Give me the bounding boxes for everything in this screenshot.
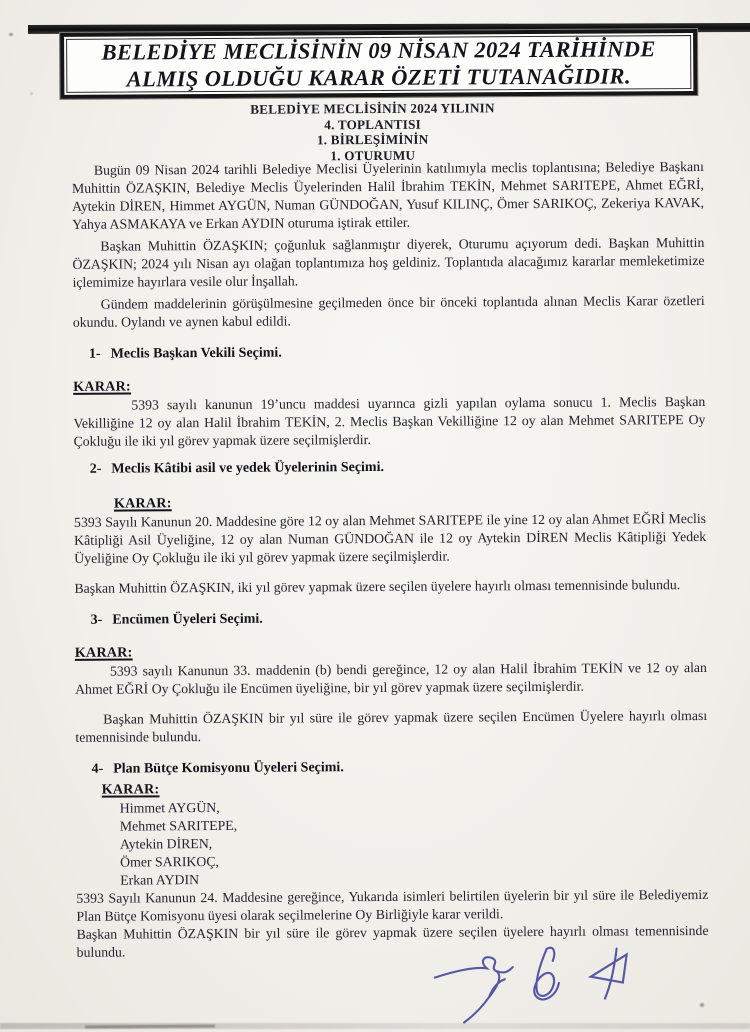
document-body	[72, 158, 709, 962]
intro-paragraph-attendance: Bugün 09 Nisan 2024 tarihli Belediye Meclisi Üyelerinin katılımıyla meclis toplantısına; Belediye Başkanı Muhittin ÖZAŞKIN, Belediye Meclis Üyelerinden Halil İbrahim TEKİN, Mehmet SARITEPE, Ahmet EĞRİ, Aytekin DİREN, Himmet AYGÜN, Numan GÜNDOĞAN, Yusuf KILINÇ, Ömer SARIKOÇ, Zekeriya KAVAK, Yahya ASMAKAYA ve Erkan AYDIN oturuma iştirak ettiler.	[71, 158, 705, 232]
section-4-number: 4-	[91, 761, 104, 777]
section-3-heading	[75, 608, 707, 630]
section-2-note: Başkan Muhittin ÖZAŞKIN, iki yıl görev yapmak üzere seçilen üyelere hayırlı olması temennisinde bulundu.	[74, 577, 681, 596]
handwritten-signatures	[431, 940, 647, 1026]
section-1-karar-body: 5393 sayılı kanunun 19’uncu maddesi uyarınca gizli yapılan oylama sonucu 1. Meclis Başkan Vekilliğine 12 oy alan Halil İbrahim TEKİN, 2. Meclis Başkan Vekilliğine 12 oy alan Mehmet SARITEPE Oy Çokluğu ile iki yıl görev yapmak üzere seçilmişlerdir.	[73, 393, 706, 449]
section-3-number: 3-	[90, 612, 103, 628]
section-2-karar-label: KARAR:	[113, 496, 172, 512]
section-4-title: Plan Bütçe Komisyonu Üyeleri Seçimi.	[113, 760, 344, 777]
section-1-title: Meclis Başkan Vekili Seçimi.	[110, 345, 282, 362]
section-1-heading	[73, 342, 705, 364]
section-3-title: Encümen Üyeleri Seçimi.	[112, 611, 263, 628]
member-list-item: Erkan AYDIN	[120, 872, 200, 888]
section-4-heading	[75, 757, 707, 779]
subtitle-line-session: 4. TOPLANTISI	[324, 116, 421, 132]
member-list-item: Ömer SARIKOÇ,	[120, 853, 220, 870]
member-list-item: Aytekin DİREN,	[119, 836, 213, 852]
member-list-item: Mehmet SARITEPE,	[119, 817, 238, 834]
intro-paragraph-previous-minutes: Gündem maddelerinin görüşülmesine geçilmeden önce bir önceki toplantıda alınan Meclis Karar özetleri okundu. Oylandı ve aynen kabul edildi.	[72, 292, 705, 330]
section-2-heading	[74, 457, 706, 479]
document-title-box-inner	[66, 35, 691, 93]
section-1-number: 1-	[88, 346, 101, 362]
document-title-line1: BELEDİYE MECLİSİNİN 09 NİSAN 2024 TARİHİNDE	[101, 36, 656, 65]
section-2-title: Meclis Kâtibi asil ve yedek Üyelerinin Seçimi.	[111, 459, 384, 477]
section-2-number: 2-	[89, 461, 102, 477]
section-3-karar-label: KARAR:	[74, 645, 133, 661]
meeting-subtitle-block	[0, 99, 748, 166]
section-4-note: Başkan Muhittin ÖZAŞKIN bir yıl süre ile görev yapmak üzere seçilen üyelere hayırlı olması temennisinde bulundu.	[76, 922, 709, 960]
section-4-member-list	[76, 796, 709, 890]
subtitle-line-assembly: 1. BİRLEŞİMİNİN	[316, 131, 429, 148]
section-3-note: Başkan Muhittin ÖZAŞKIN bir yıl süre ile görev yapmak üzere seçilen Encümen Üyelere hayırlı olması temennisinde bulundu.	[75, 707, 708, 745]
section-4-karar-label: KARAR:	[101, 782, 160, 798]
intro-paragraph-opening: Başkan Muhittin ÖZAŞKIN; çoğunluk sağlanmıştır diyerek, Oturumu açıyorum dedi. Başkan Muhittin ÖZAŞKIN; 2024 yılı Nisan ayı olağan toplantımıza hoş geldiniz. Toplantıda alacağımız kararlar memleketimize içlemimize hayırlara vesile olur İnşallah.	[72, 234, 705, 290]
document-title-box	[60, 29, 697, 99]
section-3-karar-body: 5393 sayılı Kanunun 33. maddenin (b) bendi gereğince, 12 oy alan Halil İbrahim TEKİN ve 12 oy alan Ahmet EĞRİ Oy Çokluğu ile Encümen üyeliğine, bir yıl görev yapmak üzere seçilmişlerdir.	[75, 659, 707, 697]
subtitle-line-council-year: BELEDİYE MECLİSİNİN 2024 YILININ	[250, 100, 495, 117]
subtitle-line-sitting: 1. OTURUMU	[330, 147, 416, 163]
section-4-karar-body: 5393 Sayılı Kanunun 24. Maddesine gereğince, Yukarıda isimleri belirtilen üyelerin bir yıl süre ile Belediyemiz Plan Bütçe Komisyonu üyesi olarak seçilmelerine Oy Birliğiyle karar verildi.	[76, 886, 709, 924]
section-1-karar-label: KARAR:	[73, 379, 132, 395]
section-2-karar-body: 5393 Sayılı Kanunun 20. Maddesine göre 12 oy alan Mehmet SARITEPE ile yine 12 oy alan Ahmet EĞRİ Meclis Kâtipliği Asil Üyeliğine, 12 oy alan Numan GÜNDOĞAN ile 12 oy Aytekin DİREN Meclis Kâtipliği Yedek Üyeliğine Oy Çokluğu ile iki yıl görev yapmak üzere seçilmişlerdir.	[73, 510, 707, 566]
signature-scribbles-icon	[431, 940, 647, 1026]
document-title-line2: ALMIŞ OLDUĞU KARAR ÖZETİ TUTANAĞIDIR.	[126, 63, 632, 92]
member-list-item: Himmet AYGÜN,	[119, 799, 220, 816]
